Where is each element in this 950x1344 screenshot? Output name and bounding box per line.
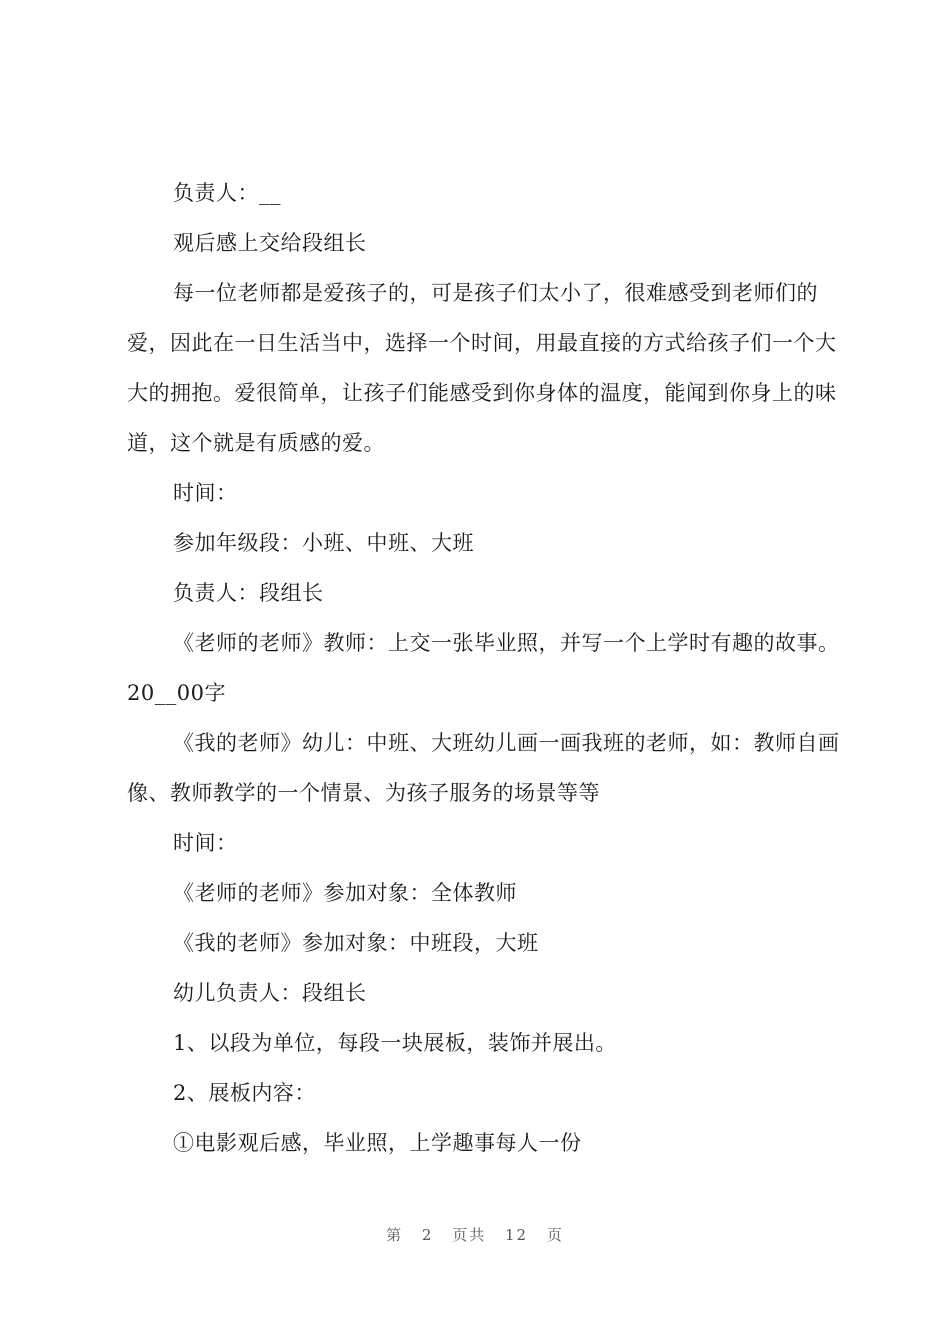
footer-suffix: 页 (546, 1226, 564, 1244)
paragraph-grade-levels: 参加年级段：小班、中班、大班 (173, 531, 474, 555)
footer-current-page: 2 (421, 1226, 434, 1244)
footer-total-pages: 12 (505, 1226, 529, 1244)
paragraph-responsible-person: 负责人：__ (173, 181, 281, 205)
paragraph-participants-teachers: 《老师的老师》参加对象：全体教师 (173, 881, 517, 905)
document-body (127, 168, 849, 1168)
page-footer (0, 1224, 950, 1245)
paragraph-teachers-teacher: 《老师的老师》教师：上交一张毕业照，并写一个上学时有趣的故事。20__00字 (127, 631, 840, 705)
paragraph-time-1: 时间： (173, 481, 238, 505)
paragraph-children-leader: 幼儿负责人：段组长 (173, 981, 367, 1005)
paragraph-time-2: 时间： (173, 831, 238, 855)
paragraph-my-teacher: 《我的老师》幼儿：中班、大班幼儿画一画我班的老师，如：教师自画像、教师教学的一个情景、为孩子服务的场景等等 (127, 731, 840, 805)
footer-prefix: 第 (386, 1226, 404, 1244)
paragraph-item-2-1: ①电影观后感，毕业照，上学趣事每人一份 (173, 1131, 582, 1155)
paragraph-item-2: 2、展板内容： (173, 1081, 316, 1105)
paragraph-responsible-leader: 负责人：段组长 (173, 581, 324, 605)
paragraph-hug-activity: 每一位老师都是爱孩子的，可是孩子们太小了，很难感受到老师们的爱，因此在一日生活当中，选择一个时间，用最直接的方式给孩子们一个大大的拥抱。爱很简单，让孩子们能感受到你身体的温度，能闻到你身上的味道，这个就是有质感的爱。 (127, 281, 837, 455)
footer-middle: 页共 (452, 1226, 487, 1244)
paragraph-submit-review: 观后感上交给段组长 (173, 231, 367, 255)
paragraph-participants-children: 《我的老师》参加对象：中班段，大班 (173, 931, 539, 955)
paragraph-item-1: 1、以段为单位，每段一块展板，装饰并展出。 (173, 1031, 617, 1055)
